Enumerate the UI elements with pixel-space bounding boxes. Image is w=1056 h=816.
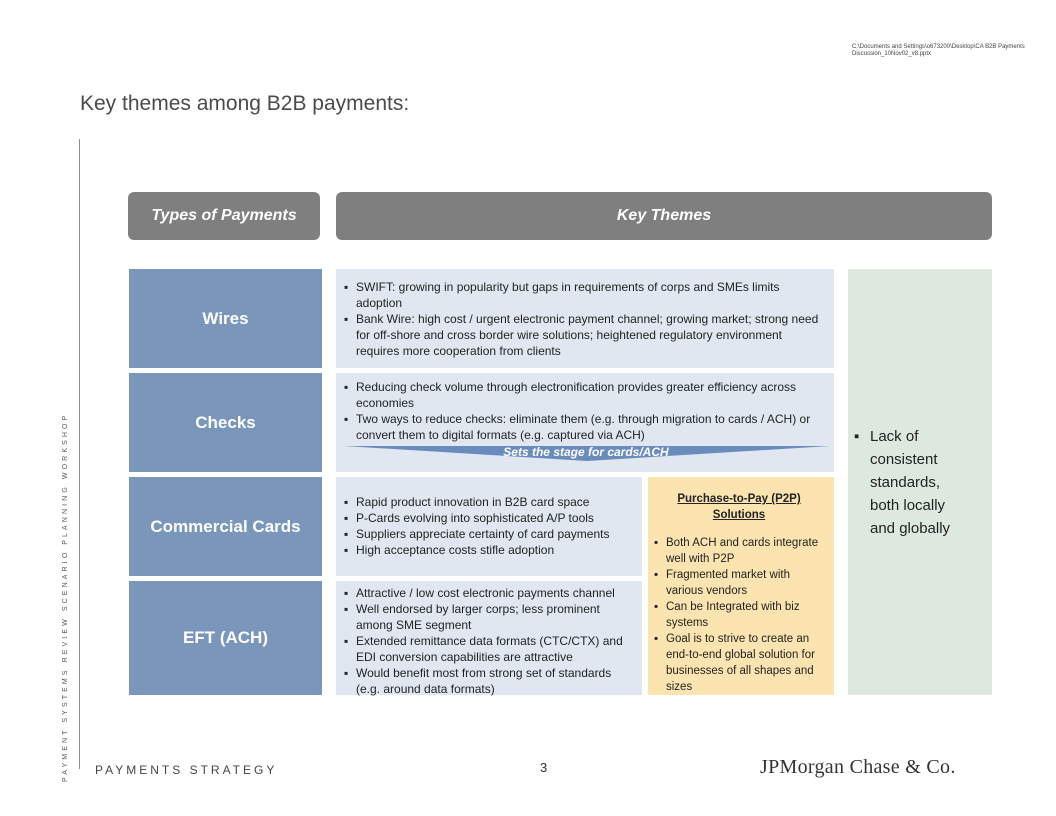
list-item: ▪ Rapid product innovation in B2B card space [342, 494, 638, 510]
vertical-workshop-label: PAYMENT SYSTEMS REVIEW SCENARIO PLANNING WORKSHOP [62, 412, 69, 782]
left-divider [79, 139, 80, 769]
list-item: ▪ Bank Wire: high cost / urgent electronic payment channel; growing market; strong need for off-shore and cross border wire solutions; heightened regulatory environment requires more cooperation from clients [342, 311, 822, 359]
jpmorgan-logo: JPMorgan Chase & Co. [760, 756, 956, 778]
list-item: ▪ High acceptance costs stifle adoption [342, 542, 638, 558]
list-item: ▪ Can be Integrated with biz systems [652, 599, 826, 631]
payment-type-checks: Checks [129, 373, 322, 472]
key-themes-header: Key Themes [336, 192, 992, 240]
list-item: ▪ Extended remittance data formats (CTC/CTX) and EDI conversion capabilities are attractive [342, 633, 638, 665]
page-title: Key themes among B2B payments: [80, 92, 410, 115]
payment-type-commercial-cards: Commercial Cards [129, 477, 322, 576]
standards-box [848, 269, 992, 695]
list-item: ▪ SWIFT: growing in popularity but gaps in requirements of corps and SMEs limits adoption [342, 279, 822, 311]
p2p-title: Purchase-to-Pay (P2P) Solutions [677, 493, 801, 521]
list-item: ▪ Well endorsed by larger corps; less prominent among SME segment [342, 601, 638, 633]
list-item: ▪ Suppliers appreciate certainty of card payments [342, 526, 638, 542]
list-item: ▪ P-Cards evolving into sophisticated A/P tools [342, 510, 638, 526]
wires-themes [336, 269, 834, 368]
eft-ach-themes [336, 581, 642, 695]
payment-type-wires: Wires [129, 269, 322, 368]
page-number: 3 [540, 760, 548, 775]
list-item: ▪ Both ACH and cards integrate well with P2P [652, 535, 826, 567]
footer-payments-strategy: PAYMENTS STRATEGY [95, 763, 278, 777]
list-item: ▪ Lack of consistent standards, both locally and globally [852, 425, 970, 540]
file-path: C:\Documents and Settings\o673200\Desktop\CA B2B Payments Discussion_10Nov02_v8.pptx [852, 44, 1025, 57]
list-item: ▪ Goal is to strive to create an end-to-end global solution for businesses of all shapes and sizes [652, 631, 826, 695]
types-of-payments-header: Types of Payments [128, 192, 320, 240]
list-item: ▪ Would benefit most from strong set of standards (e.g. around data formats) [342, 665, 638, 697]
list-item: ▪ Reducing check volume through electronification provides greater efficiency across economies [342, 379, 822, 411]
p2p-solutions-box [648, 477, 834, 695]
list-item: ▪ Attractive / low cost electronic payments channel [342, 585, 638, 601]
sets-the-stage-label: Sets the stage for cards/ACH [503, 445, 669, 459]
list-item: ▪ Fragmented market with various vendors [652, 567, 826, 599]
commercial-cards-themes [336, 477, 642, 576]
payment-type-eft-ach: EFT (ACH) [129, 581, 322, 695]
list-item: ▪ Two ways to reduce checks: eliminate them (e.g. through migration to cards / ACH) or convert them to digital formats (e.g. captured via ACH) [342, 411, 822, 443]
